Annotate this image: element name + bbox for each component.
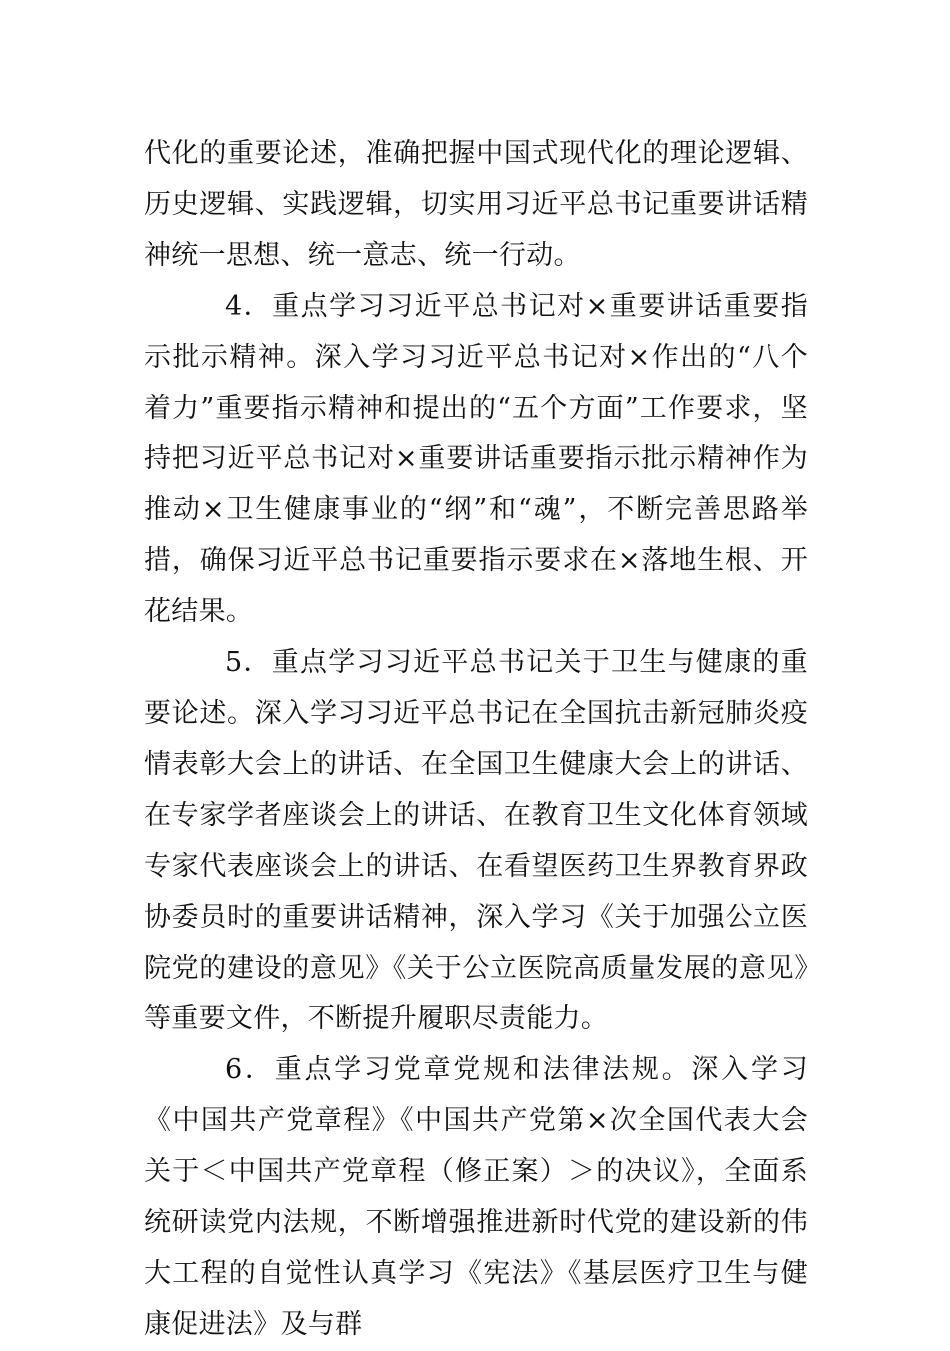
paragraph-number: 5． [225,647,272,679]
paragraph-text: 重点学习习近平总书记对×重要讲话重要指示批示精神。深入学习习近平总书记对×作出的“八个着力”重要指示精神和提出的“五个方面”工作要求，坚持把习近平总书记对×重要讲话重要指示批示精神作为推动×卫生健康事业的“纲”和“魂”，不断完善思路举措，确保习近平总书记重要指示要求在×落地生根、开花结果。 [144,290,808,628]
paragraph-item-5 [144,638,808,1045]
paragraph-item-6 [144,1045,808,1350]
paragraph-text: 代化的重要论述，准确把握中国式现代化的理论逻辑、历史逻辑、实践逻辑，切实用习近平总书记重要讲话精神统一思想、统一意志、统一行动。 [144,138,808,271]
paragraph-text: 重点学习党章党规和法律法规。深入学习《中国共产党章程》《中国共产党第×次全国代表大会关于＜中国共产党章程（修正案）＞的决议》，全面系统研读党内法规，不断增强推进新时代党的建设新的伟大工程的自觉性认真学习《宪法》《基层医疗卫生与健康促进法》及与群 [144,1054,809,1340]
paragraph-item-4 [144,282,808,638]
paragraph-continued [144,129,808,282]
paragraph-number: 6． [225,1054,275,1086]
document-body [144,129,808,1351]
paragraph-number: 4． [225,290,273,322]
paragraph-text: 重点学习习近平总书记关于卫生与健康的重要论述。深入学习习近平总书记在全国抗击新冠肺炎疫情表彰大会上的讲话、在全国卫生健康大会上的讲话、在专家学者座谈会上的讲话、在教育卫生文化体育领域专家代表座谈会上的讲话、在看望医药卫生界教育界政协委员时的重要讲话精神，深入学习《关于加强公立医院党的建设的意见》《关于公立医院高质量发展的意见》等重要文件，不断提升履职尽责能力。 [144,647,808,1035]
